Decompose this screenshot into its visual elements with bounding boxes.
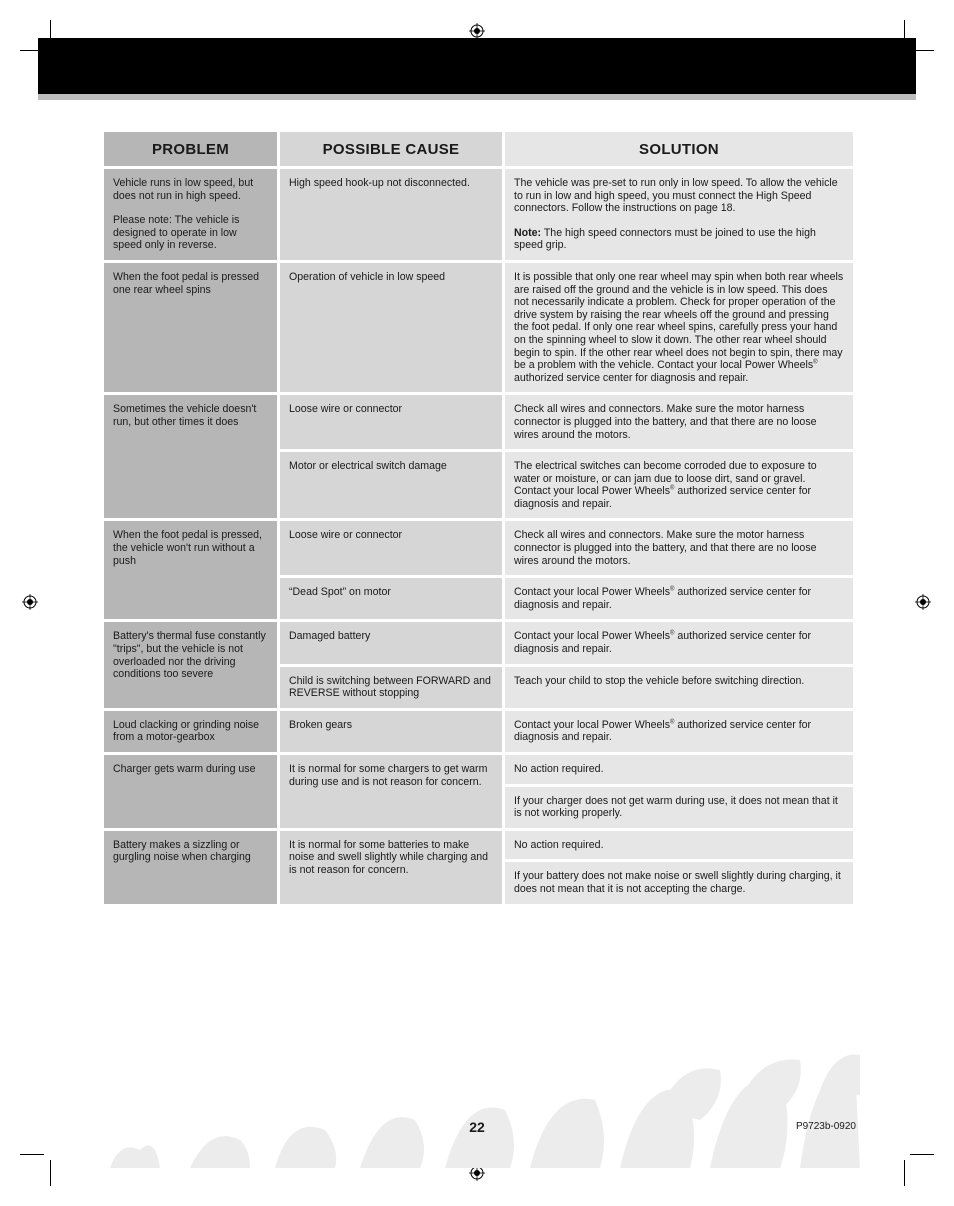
header-band-shadow: [38, 94, 916, 100]
problem-cell: [104, 755, 277, 828]
solution-note: [514, 227, 844, 252]
problem-cell: [104, 395, 277, 518]
document-code: P9723b-0920: [795, 1121, 856, 1132]
header-possible-cause: POSSIBLE CAUSE: [280, 132, 502, 166]
problem-text: Charger gets warm during use: [113, 763, 256, 775]
crop-mark: [904, 1160, 905, 1186]
solution-cell: [505, 395, 853, 449]
solution-cell: The electrical switches can become corroded due to exposure to water or moisture, or can jam due to loose dirt, sand or gravel. Contact your local Power Wheels® authorized service center for diagnosis and repair.: [505, 452, 853, 518]
crop-mark: [910, 1154, 934, 1155]
problem-text: Loud clacking or grinding noise from a motor-gearbox: [113, 718, 260, 744]
cause-cell: It is normal for some batteries to make noise and swell slightly while charging and is not reason for concern.: [280, 831, 502, 904]
solution-cell: [505, 169, 853, 260]
registration-mark-icon: [22, 594, 38, 610]
cause-cell: Damaged battery: [280, 622, 502, 663]
crop-mark: [50, 20, 51, 48]
table-row: [104, 395, 853, 449]
crop-mark: [906, 50, 934, 51]
header-problem: PROBLEM: [104, 132, 277, 166]
solution-text: The vehicle was pre-set to run only in low speed. To allow the vehicle to run in low and high speed, you must connect the High Speed connectors. Follow the instructions on page 18.: [514, 177, 838, 215]
header-band: [38, 38, 916, 94]
page-number: 22: [469, 1119, 485, 1135]
header-solution: SOLUTION: [505, 132, 853, 166]
troubleshooting-table: [101, 129, 856, 907]
cause-cell: It is normal for some chargers to get warm during use and is not reason for concern.: [280, 755, 502, 828]
solution-cell: [505, 521, 853, 575]
solution-cell: [505, 667, 853, 708]
table-row: [104, 263, 853, 392]
problem-cell: [104, 521, 277, 619]
crop-mark: [50, 1160, 51, 1186]
solution-cell: No action required.: [505, 831, 853, 860]
solution-cell: Contact your local Power Wheels® authorized service center for diagnosis and repair.: [505, 578, 853, 619]
cause-cell: Loose wire or connector: [280, 395, 502, 449]
cause-cell: Child is switching between FORWARD and REVERSE without stopping: [280, 667, 502, 708]
problem-text: Battery makes a sizzling or gurgling noise when charging: [113, 838, 251, 864]
decorative-footer-pattern: [100, 1050, 860, 1170]
solution-cell: If your battery does not make noise or swell slightly during charging, it does not mean that it is not accepting the charge.: [505, 862, 853, 903]
problem-cell: [104, 622, 277, 707]
problem-cell: [104, 263, 277, 392]
note-label: Note:: [514, 226, 542, 239]
problem-text: When the foot pedal is pressed one rear wheel spins: [113, 270, 260, 296]
cause-cell: Loose wire or connector: [280, 521, 502, 575]
cause-cell: Motor or electrical switch damage: [280, 452, 502, 518]
note-text: The high speed connectors must be joined to use the high speed grip.: [514, 226, 816, 252]
crop-mark: [904, 20, 905, 48]
table-row: [104, 755, 853, 784]
cause-cell: “Dead Spot” on motor: [280, 578, 502, 619]
solution-text: Check all wires and connectors. Make sure the motor harness connector is plugged into the battery, and that there are no loose wires around the motors.: [514, 529, 817, 567]
problem-text: Please note: The vehicle is designed to operate in low speed only in reverse.: [113, 214, 240, 252]
solution-text: Teach your child to stop the vehicle before switching direction.: [514, 674, 805, 687]
problem-cell: [104, 169, 277, 260]
cause-cell: High speed hook-up not disconnected.: [280, 169, 502, 260]
solution-cell: It is possible that only one rear wheel may spin when both rear wheels are raised off the ground and the vehicle is in low speed. This does not necessarily indicate a problem. Check for proper operation of the drive system by raising the rear wheels off the ground and pressing the foot pedal. If only one rear wheel spins, carefully press your hand on the spinning wheel to slow it down. The other rear wheel should begin to spin. If the other rear wheel does not begin to spin, there may be a problem with the vehicle. Contact your local Power Wheels® authorized service center for diagnosis and repair.: [505, 263, 853, 392]
crop-mark: [20, 1154, 44, 1155]
problem-text: Vehicle runs in low speed, but does not run in high speed.: [113, 177, 254, 202]
solution-cell: Contact your local Power Wheels® authorized service center for diagnosis and repair.: [505, 622, 853, 663]
table-row: [104, 622, 853, 663]
solution-cell: Contact your local Power Wheels® authorized service center for diagnosis and repair.: [505, 711, 853, 752]
table-row: [104, 831, 853, 860]
table-row: [104, 169, 853, 260]
cause-cell: Broken gears: [280, 711, 502, 752]
problem-text: When the foot pedal is pressed, the vehicle won't run without a push: [113, 529, 262, 567]
registration-mark-icon: [915, 594, 931, 610]
cause-cell: Operation of vehicle in low speed: [280, 263, 502, 392]
solution-text: Check all wires and connectors. Make sure the motor harness connector is plugged into the battery, and that there are no loose wires around the motors.: [514, 403, 817, 441]
table-row: [104, 521, 853, 575]
table-row: [104, 711, 853, 752]
solution-cell: If your charger does not get warm during use, it does not mean that it is not working properly.: [505, 787, 853, 828]
problem-text: Battery's thermal fuse constantly "trips", but the vehicle is not overloaded nor the driving conditions too severe: [113, 630, 266, 681]
problem-cell: [104, 831, 277, 904]
crop-mark: [20, 50, 48, 51]
problem-text: Sometimes the vehicle doesn't run, but other times it does: [113, 403, 257, 428]
solution-cell: No action required.: [505, 755, 853, 784]
problem-cell: [104, 711, 277, 752]
registration-mark-icon: [469, 23, 485, 39]
